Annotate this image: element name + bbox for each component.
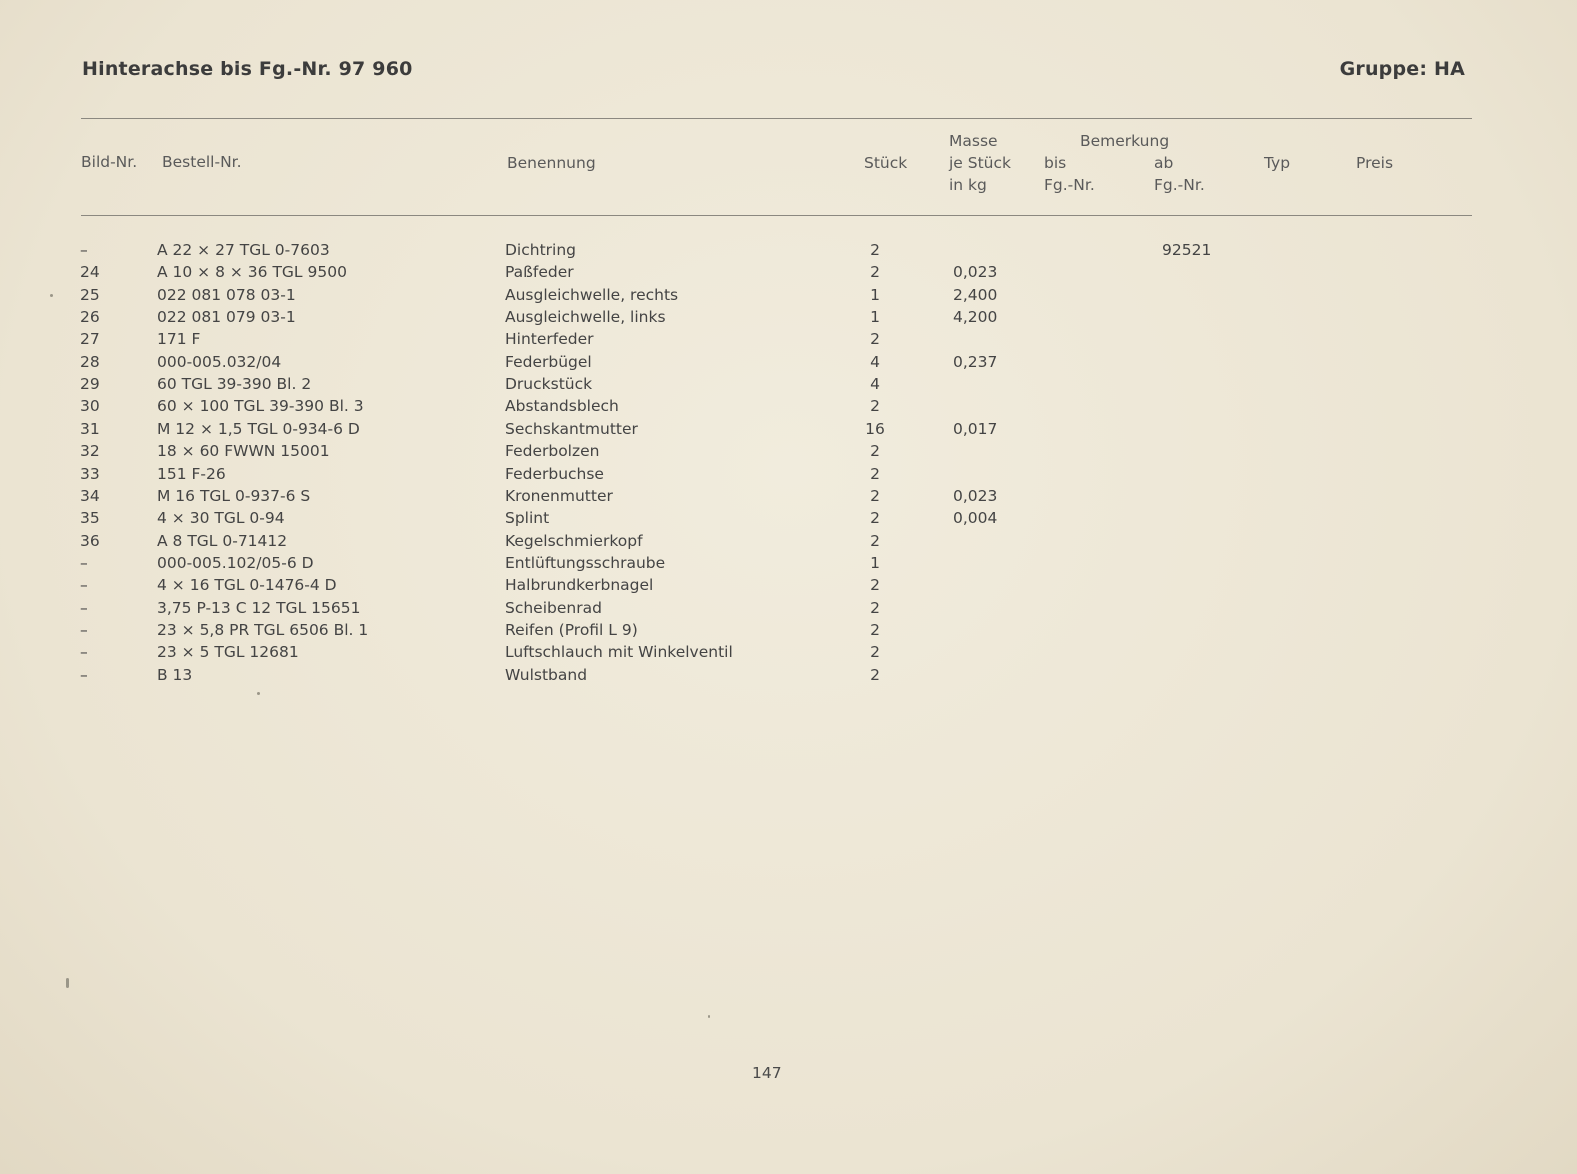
table-row: [0, 507, 1577, 529]
row-bild-nr: –: [80, 598, 88, 617]
row-bestell-nr: 000-005.102/05-6 D: [157, 553, 314, 572]
row-bestell-nr: 18 × 60 FWWN 15001: [157, 442, 330, 461]
col-bemerkung-header: Bemerkung: [1080, 132, 1170, 150]
col-typ-header: Typ: [1264, 154, 1291, 172]
table-row: [0, 328, 1577, 350]
row-benennung: Paßfeder: [505, 263, 574, 282]
row-bestell-nr: M 16 TGL 0-937-6 S: [157, 486, 311, 505]
row-benennung: Reifen (Profil L 9): [505, 620, 638, 639]
row-masse: 4,200: [953, 308, 998, 327]
table-row: [0, 619, 1577, 641]
row-stueck: 2: [870, 531, 880, 550]
col-preis-header: Preis: [1356, 154, 1394, 172]
row-ab-fg-nr: 92521: [1162, 241, 1212, 259]
row-stueck: 1: [870, 553, 880, 572]
row-bestell-nr: 60 TGL 39-390 Bl. 2: [157, 375, 312, 394]
row-stueck: 2: [870, 464, 880, 483]
row-masse: 0,023: [953, 486, 998, 505]
table-row: [0, 440, 1577, 462]
row-bild-nr: 28: [80, 352, 100, 371]
table-row: [0, 351, 1577, 373]
row-stueck: 4: [870, 352, 880, 371]
row-stueck: 2: [870, 330, 880, 349]
row-masse: 0,237: [953, 352, 998, 371]
row-bestell-nr: M 12 × 1,5 TGL 0-934-6 D: [157, 419, 360, 438]
table-row: [0, 239, 1577, 261]
paper-speck: [50, 294, 53, 297]
row-benennung: Entlüftungsschraube: [505, 553, 666, 572]
row-stueck: 2: [870, 397, 880, 416]
table-row: [0, 664, 1577, 686]
row-bild-nr: 35: [80, 509, 100, 528]
row-bestell-nr: A 10 × 8 × 36 TGL 9500: [157, 263, 347, 282]
row-bestell-nr: 022 081 078 03-1: [157, 285, 296, 304]
table-row: [0, 530, 1577, 552]
row-bild-nr: 26: [80, 308, 100, 327]
page-number: 147: [752, 1064, 782, 1082]
header-top-rule: [81, 118, 1472, 119]
col-masse-header-3: in kg: [949, 176, 987, 194]
col-benennung-header: Benennung: [507, 154, 596, 172]
row-bestell-nr: 23 × 5 TGL 12681: [157, 643, 299, 662]
col-masse-header-1: Masse: [949, 132, 998, 150]
col-masse-header-2: je Stück: [949, 154, 1012, 172]
table-row: [0, 485, 1577, 507]
table-row: [0, 306, 1577, 328]
table-row: [0, 463, 1577, 485]
row-bestell-nr: 171 F: [157, 330, 201, 349]
table-row: [0, 418, 1577, 440]
row-benennung: Halbrundkerbnagel: [505, 576, 654, 595]
row-stueck: 16: [865, 419, 885, 438]
row-benennung: Sechskantmutter: [505, 419, 638, 438]
row-bestell-nr: 23 × 5,8 PR TGL 6506 Bl. 1: [157, 620, 369, 639]
col-bis-header-1: bis: [1044, 154, 1067, 172]
col-bild-header: Bild-Nr.: [81, 153, 138, 171]
row-stueck: 2: [870, 263, 880, 282]
paper-speck: [66, 978, 69, 988]
row-benennung: Federbügel: [505, 352, 592, 371]
table-row: [0, 597, 1577, 619]
row-benennung: Wulstband: [505, 665, 588, 684]
row-masse: 0,017: [953, 419, 998, 438]
row-stueck: 2: [870, 598, 880, 617]
col-bis-header-2: Fg.-Nr.: [1044, 176, 1095, 194]
row-bestell-nr: A 22 × 27 TGL 0-7603: [157, 241, 330, 259]
row-bild-nr: –: [80, 241, 88, 259]
group-label: Gruppe: HA: [1339, 58, 1465, 80]
row-benennung: Ausgleichwelle, rechts: [505, 285, 679, 304]
row-bestell-nr: 3,75 P-13 C 12 TGL 15651: [157, 598, 361, 617]
paper-speck: [257, 692, 260, 695]
row-bestell-nr: 000-005.032/04: [157, 352, 282, 371]
row-stueck: 2: [870, 486, 880, 505]
row-stueck: 2: [870, 576, 880, 595]
row-bild-nr: 25: [80, 285, 100, 304]
col-bestell-header: Bestell-Nr.: [162, 153, 242, 171]
row-bild-nr: 31: [80, 419, 100, 438]
row-bild-nr: –: [80, 643, 88, 662]
row-benennung: Federbuchse: [505, 464, 604, 483]
col-ab-header-1: ab: [1154, 154, 1174, 172]
col-stueck-header: Stück: [864, 154, 908, 172]
row-stueck: 4: [870, 375, 880, 394]
row-masse: 0,023: [953, 263, 998, 282]
table-row: [0, 261, 1577, 283]
row-benennung: Dichtring: [505, 241, 577, 259]
row-benennung: Hinterfeder: [505, 330, 594, 349]
row-stueck: 2: [870, 665, 880, 684]
row-benennung: Abstandsblech: [505, 397, 619, 416]
row-benennung: Federbolzen: [505, 442, 600, 461]
table-row: [0, 395, 1577, 417]
row-bild-nr: –: [80, 553, 88, 572]
row-benennung: Kronenmutter: [505, 486, 613, 505]
row-bild-nr: –: [80, 665, 88, 684]
row-benennung: Splint: [505, 509, 550, 528]
table-row: [0, 373, 1577, 395]
row-bild-nr: 27: [80, 330, 100, 349]
row-bestell-nr: 4 × 30 TGL 0-94: [157, 509, 285, 528]
row-benennung: Scheibenrad: [505, 598, 602, 617]
row-bild-nr: 29: [80, 375, 100, 394]
table-row: [0, 641, 1577, 663]
row-bestell-nr: 022 081 079 03-1: [157, 308, 296, 327]
row-bild-nr: 30: [80, 397, 100, 416]
col-ab-header-2: Fg.-Nr.: [1154, 176, 1205, 194]
row-bild-nr: 34: [80, 486, 100, 505]
row-bild-nr: 24: [80, 263, 100, 282]
header-bottom-rule: [81, 215, 1472, 216]
row-stueck: 2: [870, 442, 880, 461]
row-stueck: 2: [870, 509, 880, 528]
row-benennung: Luftschlauch mit Winkelventil: [505, 643, 733, 662]
row-bild-nr: 33: [80, 464, 100, 483]
row-masse: 0,004: [953, 509, 998, 528]
row-stueck: 1: [870, 285, 880, 304]
row-bild-nr: –: [80, 576, 88, 595]
row-stueck: 2: [870, 643, 880, 662]
row-bestell-nr: 60 × 100 TGL 39-390 Bl. 3: [157, 397, 364, 416]
page-title: Hinterachse bis Fg.-Nr. 97 960: [82, 58, 413, 80]
table-row: [0, 574, 1577, 596]
row-bestell-nr: 151 F-26: [157, 464, 226, 483]
row-bild-nr: –: [80, 620, 88, 639]
table-row: [0, 552, 1577, 574]
row-benennung: Kegelschmierkopf: [505, 531, 643, 550]
table-row: [0, 284, 1577, 306]
row-bild-nr: 32: [80, 442, 100, 461]
row-bestell-nr: A 8 TGL 0-71412: [157, 531, 288, 550]
row-stueck: 2: [870, 241, 880, 259]
row-bestell-nr: 4 × 16 TGL 0-1476-4 D: [157, 576, 337, 595]
row-benennung: Druckstück: [505, 375, 593, 394]
row-stueck: 2: [870, 620, 880, 639]
row-bild-nr: 36: [80, 531, 100, 550]
row-masse: 2,400: [953, 285, 998, 304]
row-stueck: 1: [870, 308, 880, 327]
row-benennung: Ausgleichwelle, links: [505, 308, 666, 327]
paper-speck: [708, 1015, 710, 1018]
row-bestell-nr: B 13: [157, 665, 193, 684]
